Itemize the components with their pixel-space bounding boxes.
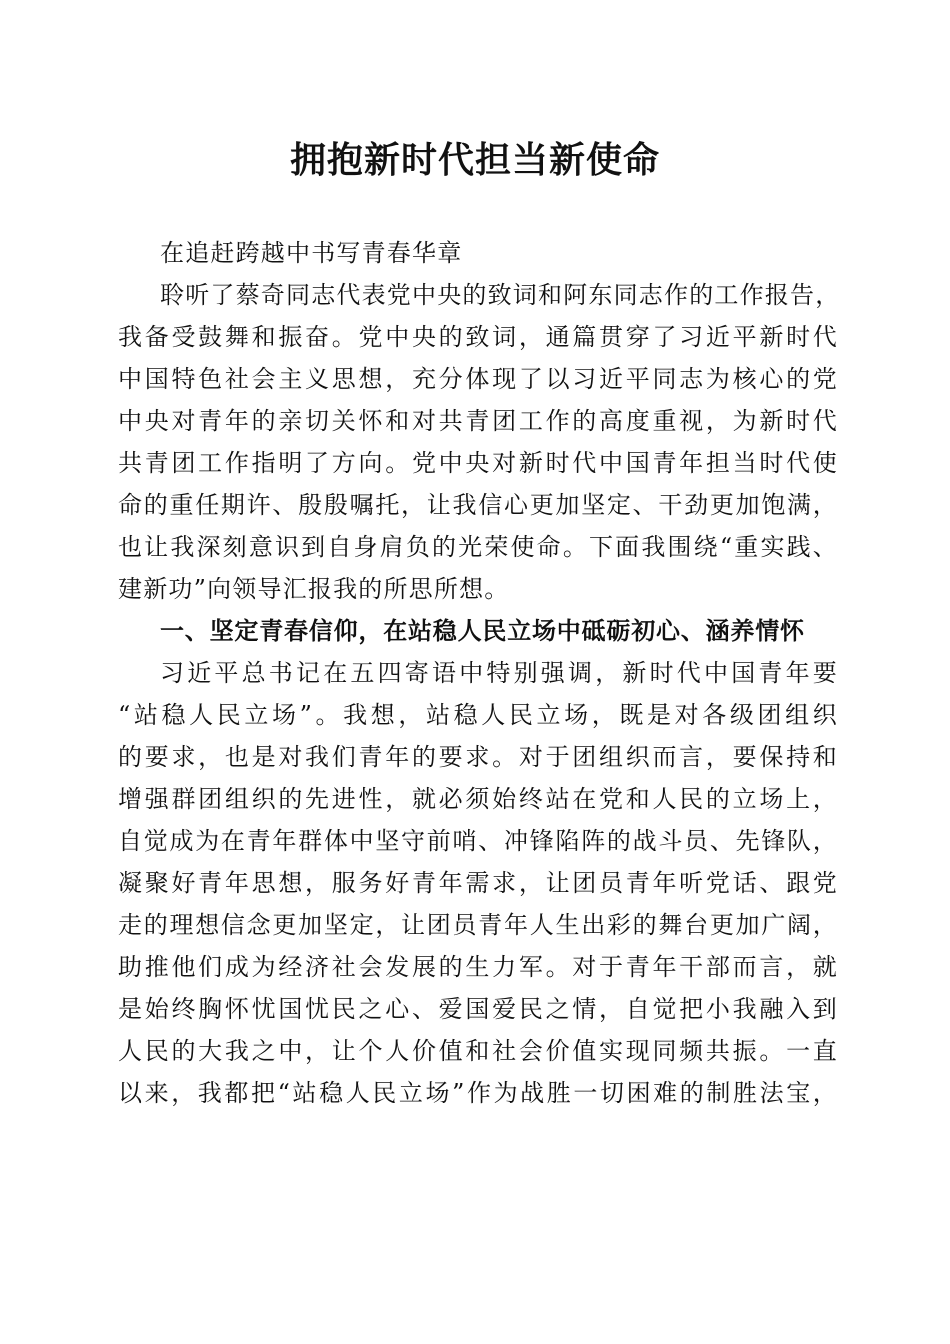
paragraph-line: 中央对青年的亲切关怀和对共青团工作的高度重视，为新时代: [118, 407, 838, 435]
paragraph-line: 增强群团组织的先进性，就必须始终站在党和人民的立场上，: [118, 785, 838, 813]
paragraph-line: 助推他们成为经济社会发展的生力军。对于青年干部而言，就: [118, 953, 838, 981]
paragraph-line: 中国特色社会主义思想，充分体现了以习近平同志为核心的党: [118, 365, 838, 393]
paragraph-line: 以来，我都把“站稳人民立场”作为战胜一切困难的制胜法宝，: [118, 1079, 838, 1107]
paragraph-line: 凝聚好青年思想，服务好青年需求，让团员青年听党话、跟党: [118, 869, 838, 897]
document-title: 拥抱新时代担当新使命: [289, 139, 660, 181]
paragraph-line: 聆听了蔡奇同志代表党中央的致词和阿东同志作的工作报告，: [160, 281, 841, 309]
paragraph-2: [118, 652, 838, 1114]
paragraph-line: “站稳人民立场”。我想，站稳人民立场，既是对各级团组织: [118, 701, 838, 729]
paragraph-line: 我备受鼓舞和振奋。党中央的致词，通篇贯穿了习近平新时代: [118, 323, 838, 351]
section-heading-1: 一、坚定青春信仰，在站稳人民立场中砥砺初心、涵养情怀: [160, 617, 805, 645]
document-subtitle: 在追赶跨越中书写青春华章: [160, 239, 463, 267]
paragraph-1: [118, 274, 841, 610]
paragraph-line: 是始终胸怀忧国忧民之心、爱国爱民之情，自觉把小我融入到: [118, 995, 838, 1023]
paragraph-line: 走的理想信念更加坚定，让团员青年人生出彩的舞台更加广阔，: [118, 911, 838, 939]
paragraph-line: 人民的大我之中，让个人价值和社会价值实现同频共振。一直: [118, 1037, 838, 1065]
paragraph-line: 的要求，也是对我们青年的要求。对于团组织而言，要保持和: [118, 743, 838, 771]
paragraph-line: 共青团工作指明了方向。党中央对新时代中国青年担当时代使: [118, 449, 838, 477]
paragraph-line: 命的重任期许、殷殷嘱托，让我信心更加坚定、干劲更加饱满，: [118, 491, 838, 519]
document-body: [118, 232, 841, 1114]
paragraph-line: 也让我深刻意识到自身肩负的光荣使命。下面我围绕“重实践、: [118, 533, 838, 561]
paragraph-line: 自觉成为在青年群体中坚守前哨、冲锋陷阵的战斗员、先锋队，: [118, 827, 838, 855]
paragraph-line: 建新功”向领导汇报我的所思所想。: [118, 575, 510, 603]
paragraph-line: 习近平总书记在五四寄语中特别强调，新时代中国青年要: [160, 659, 838, 687]
